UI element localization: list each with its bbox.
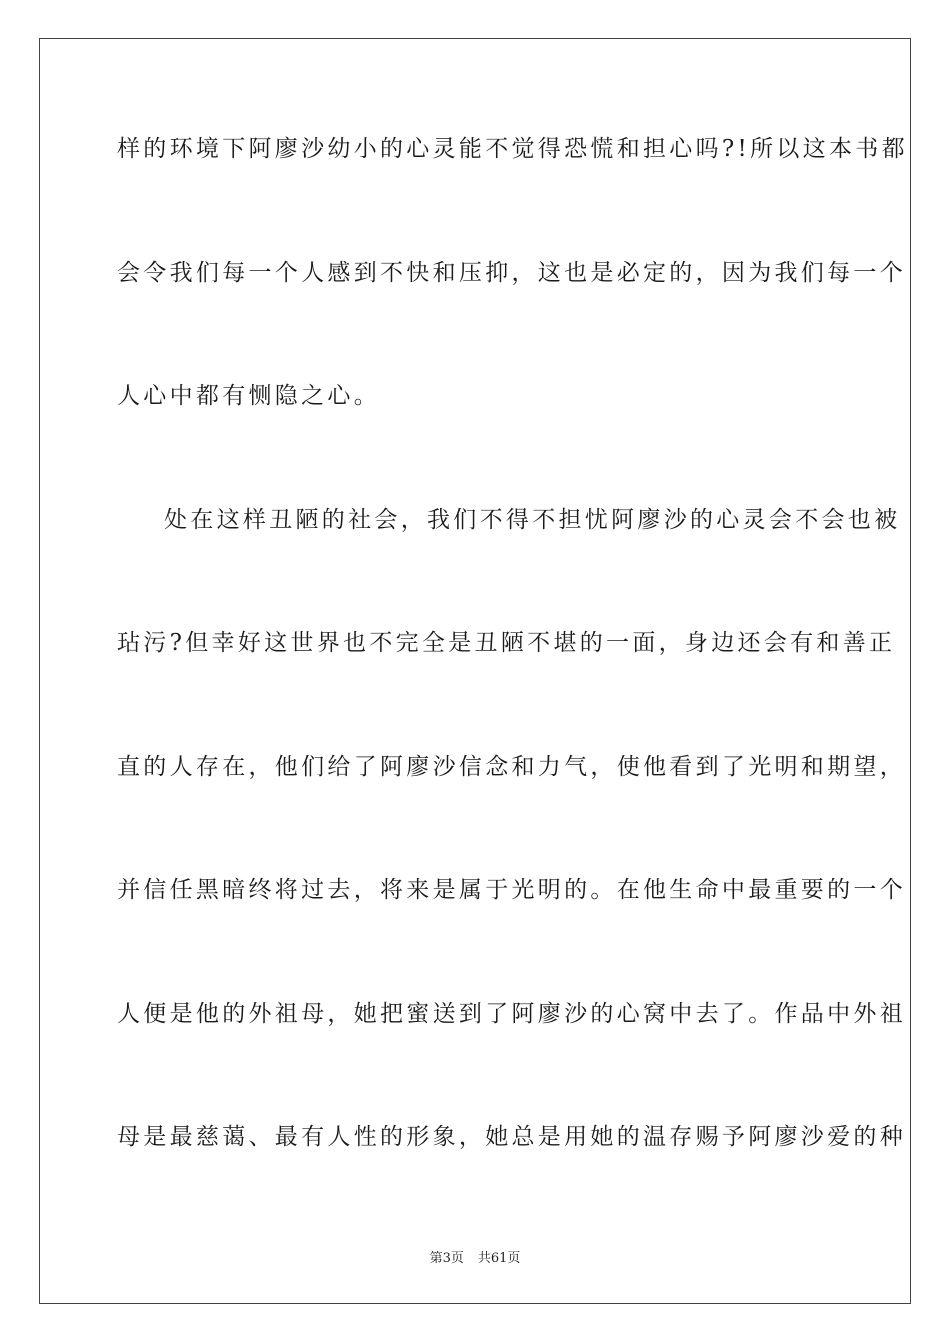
- paragraph-first-line: 处在这样丑陋的社会，我们不得不担忧阿廖沙的心灵会不会也被: [164, 506, 901, 533]
- text-line: 并信任黑暗终将过去，将来是属于光明的。在他生命中最重要的一个: [117, 877, 906, 903]
- page-total: 共61页: [477, 1251, 521, 1266]
- text-line: 会令我们每一个人感到不快和压抑，这也是必定的，因为我们每一个: [117, 259, 906, 286]
- text-line: 样的环境下阿廖沙幼小的心灵能不觉得恐慌和担心吗?!所以这本书都: [117, 136, 908, 162]
- text-line: 人心中都有恻隐之心。: [117, 383, 380, 409]
- text-line: 直的人存在，他们给了阿廖沙信念和力气，使他看到了光明和期望，: [117, 753, 906, 780]
- page-footer: [0, 1247, 950, 1266]
- text-line: 玷污?但幸好这世界也不完全是丑陋不堪的一面，身边还会有和善正: [117, 630, 896, 656]
- document-body: [117, 126, 908, 1238]
- page-number: 第3页: [429, 1251, 464, 1266]
- text-line: 母是最慈蔼、最有人性的形象，她总是用她的温存赐予阿廖沙爱的种: [117, 1124, 906, 1150]
- text-line: 人便是他的外祖母，她把蜜送到了阿廖沙的心窝中去了。作品中外祖: [117, 1000, 906, 1027]
